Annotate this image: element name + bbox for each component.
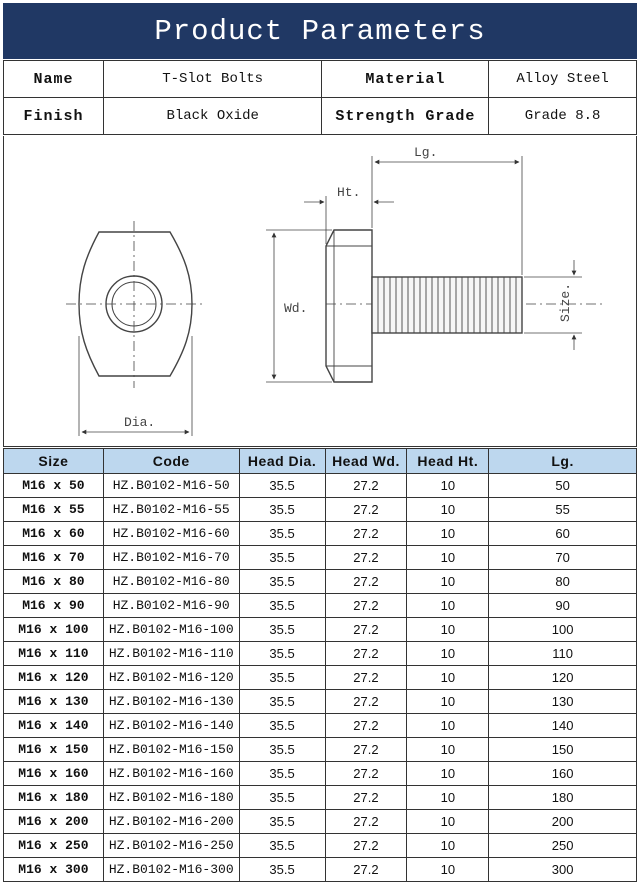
lg-label: Lg. — [414, 145, 438, 160]
table-row — [4, 786, 637, 810]
head-wd-cell: 27.2 — [325, 810, 407, 834]
size-cell: M16 x 120 — [4, 666, 104, 690]
table-row — [4, 690, 637, 714]
column-header: Lg. — [489, 449, 637, 474]
page-title: Product Parameters — [3, 3, 637, 59]
code-cell: HZ.B0102-M16-180 — [103, 786, 239, 810]
lg-cell: 90 — [489, 594, 637, 618]
code-cell: HZ.B0102-M16-110 — [103, 642, 239, 666]
name-value: T-Slot Bolts — [103, 61, 322, 98]
size-cell: M16 x 70 — [4, 546, 104, 570]
table-row — [4, 618, 637, 642]
head-wd-cell: 27.2 — [325, 786, 407, 810]
name-label: Name — [4, 61, 104, 98]
table-row — [4, 594, 637, 618]
lg-cell: 300 — [489, 858, 637, 882]
head-ht-cell: 10 — [407, 690, 489, 714]
code-cell: HZ.B0102-M16-60 — [103, 522, 239, 546]
head-dia-cell: 35.5 — [239, 474, 325, 498]
size-cell: M16 x 80 — [4, 570, 104, 594]
table-row — [4, 642, 637, 666]
size-cell: M16 x 150 — [4, 738, 104, 762]
head-ht-cell: 10 — [407, 786, 489, 810]
table-row — [4, 498, 637, 522]
size-cell: M16 x 160 — [4, 762, 104, 786]
head-dia-cell: 35.5 — [239, 786, 325, 810]
specs-body — [4, 474, 637, 882]
head-wd-cell: 27.2 — [325, 498, 407, 522]
table-row — [4, 714, 637, 738]
lg-cell: 180 — [489, 786, 637, 810]
head-dia-cell: 35.5 — [239, 666, 325, 690]
side-view — [266, 156, 604, 382]
head-dia-cell: 35.5 — [239, 690, 325, 714]
code-cell: HZ.B0102-M16-250 — [103, 834, 239, 858]
head-wd-cell: 27.2 — [325, 594, 407, 618]
bolt-drawing — [4, 136, 636, 446]
lg-cell: 50 — [489, 474, 637, 498]
size-cell: M16 x 90 — [4, 594, 104, 618]
head-wd-cell: 27.2 — [325, 546, 407, 570]
head-wd-cell: 27.2 — [325, 522, 407, 546]
material-value: Alloy Steel — [489, 61, 637, 98]
head-dia-cell: 35.5 — [239, 594, 325, 618]
finish-label: Finish — [4, 98, 104, 135]
head-ht-cell: 10 — [407, 642, 489, 666]
params-row-2 — [4, 98, 637, 135]
code-cell: HZ.B0102-M16-70 — [103, 546, 239, 570]
lg-cell: 110 — [489, 642, 637, 666]
code-cell: HZ.B0102-M16-300 — [103, 858, 239, 882]
head-ht-cell: 10 — [407, 498, 489, 522]
head-wd-cell: 27.2 — [325, 618, 407, 642]
head-wd-cell: 27.2 — [325, 642, 407, 666]
head-dia-cell: 35.5 — [239, 570, 325, 594]
column-header: Code — [103, 449, 239, 474]
code-cell: HZ.B0102-M16-160 — [103, 762, 239, 786]
code-cell: HZ.B0102-M16-100 — [103, 618, 239, 642]
head-dia-cell: 35.5 — [239, 738, 325, 762]
code-cell: HZ.B0102-M16-150 — [103, 738, 239, 762]
lg-cell: 55 — [489, 498, 637, 522]
table-row — [4, 858, 637, 882]
table-row — [4, 522, 637, 546]
code-cell: HZ.B0102-M16-50 — [103, 474, 239, 498]
table-row — [4, 834, 637, 858]
size-cell: M16 x 110 — [4, 642, 104, 666]
material-label: Material — [322, 61, 489, 98]
lg-cell: 150 — [489, 738, 637, 762]
size-cell: M16 x 50 — [4, 474, 104, 498]
head-dia-cell: 35.5 — [239, 618, 325, 642]
head-dia-cell: 35.5 — [239, 858, 325, 882]
head-dia-cell: 35.5 — [239, 810, 325, 834]
code-cell: HZ.B0102-M16-55 — [103, 498, 239, 522]
head-wd-cell: 27.2 — [325, 738, 407, 762]
size-cell: M16 x 180 — [4, 786, 104, 810]
lg-cell: 250 — [489, 834, 637, 858]
size-label: Size. — [558, 282, 573, 322]
head-wd-cell: 27.2 — [325, 570, 407, 594]
lg-cell: 60 — [489, 522, 637, 546]
head-ht-cell: 10 — [407, 714, 489, 738]
specs-table — [3, 448, 637, 882]
table-row — [4, 474, 637, 498]
size-cell: M16 x 55 — [4, 498, 104, 522]
lg-cell: 200 — [489, 810, 637, 834]
table-row — [4, 546, 637, 570]
head-dia-cell: 35.5 — [239, 522, 325, 546]
head-ht-cell: 10 — [407, 666, 489, 690]
head-dia-cell: 35.5 — [239, 642, 325, 666]
column-header: Size — [4, 449, 104, 474]
table-row — [4, 666, 637, 690]
dia-label: Dia. — [124, 415, 156, 430]
size-cell: M16 x 140 — [4, 714, 104, 738]
lg-cell: 100 — [489, 618, 637, 642]
head-wd-cell: 27.2 — [325, 762, 407, 786]
lg-cell: 140 — [489, 714, 637, 738]
lg-cell: 130 — [489, 690, 637, 714]
head-wd-cell: 27.2 — [325, 690, 407, 714]
wd-label: Wd. — [284, 301, 308, 316]
head-ht-cell: 10 — [407, 858, 489, 882]
head-wd-cell: 27.2 — [325, 858, 407, 882]
lg-cell: 70 — [489, 546, 637, 570]
head-ht-cell: 10 — [407, 810, 489, 834]
ht-label: Ht. — [337, 185, 361, 200]
column-header: Head Dia. — [239, 449, 325, 474]
head-wd-cell: 27.2 — [325, 474, 407, 498]
table-row — [4, 570, 637, 594]
head-ht-cell: 10 — [407, 474, 489, 498]
grade-label: Strength Grade — [322, 98, 489, 135]
head-ht-cell: 10 — [407, 762, 489, 786]
size-cell: M16 x 60 — [4, 522, 104, 546]
front-view — [66, 221, 204, 436]
head-dia-cell: 35.5 — [239, 546, 325, 570]
code-cell: HZ.B0102-M16-80 — [103, 570, 239, 594]
column-header: Head Ht. — [407, 449, 489, 474]
column-header: Head Wd. — [325, 449, 407, 474]
code-cell: HZ.B0102-M16-130 — [103, 690, 239, 714]
head-ht-cell: 10 — [407, 522, 489, 546]
head-dia-cell: 35.5 — [239, 834, 325, 858]
size-cell: M16 x 300 — [4, 858, 104, 882]
head-dia-cell: 35.5 — [239, 714, 325, 738]
lg-cell: 160 — [489, 762, 637, 786]
head-dia-cell: 35.5 — [239, 498, 325, 522]
head-ht-cell: 10 — [407, 594, 489, 618]
params-row-1 — [4, 61, 637, 98]
code-cell: HZ.B0102-M16-140 — [103, 714, 239, 738]
head-ht-cell: 10 — [407, 618, 489, 642]
table-row — [4, 762, 637, 786]
table-row — [4, 738, 637, 762]
params-table — [3, 60, 637, 135]
lg-cell: 120 — [489, 666, 637, 690]
head-ht-cell: 10 — [407, 546, 489, 570]
code-cell: HZ.B0102-M16-120 — [103, 666, 239, 690]
size-cell: M16 x 100 — [4, 618, 104, 642]
specs-header-row — [4, 449, 637, 474]
head-ht-cell: 10 — [407, 570, 489, 594]
head-ht-cell: 10 — [407, 834, 489, 858]
lg-cell: 80 — [489, 570, 637, 594]
head-ht-cell: 10 — [407, 738, 489, 762]
head-wd-cell: 27.2 — [325, 834, 407, 858]
code-cell: HZ.B0102-M16-90 — [103, 594, 239, 618]
grade-value: Grade 8.8 — [489, 98, 637, 135]
size-cell: M16 x 130 — [4, 690, 104, 714]
head-wd-cell: 27.2 — [325, 714, 407, 738]
size-cell: M16 x 200 — [4, 810, 104, 834]
finish-value: Black Oxide — [103, 98, 322, 135]
bolt-diagram — [3, 136, 637, 447]
head-dia-cell: 35.5 — [239, 762, 325, 786]
table-row — [4, 810, 637, 834]
code-cell: HZ.B0102-M16-200 — [103, 810, 239, 834]
head-wd-cell: 27.2 — [325, 666, 407, 690]
size-cell: M16 x 250 — [4, 834, 104, 858]
